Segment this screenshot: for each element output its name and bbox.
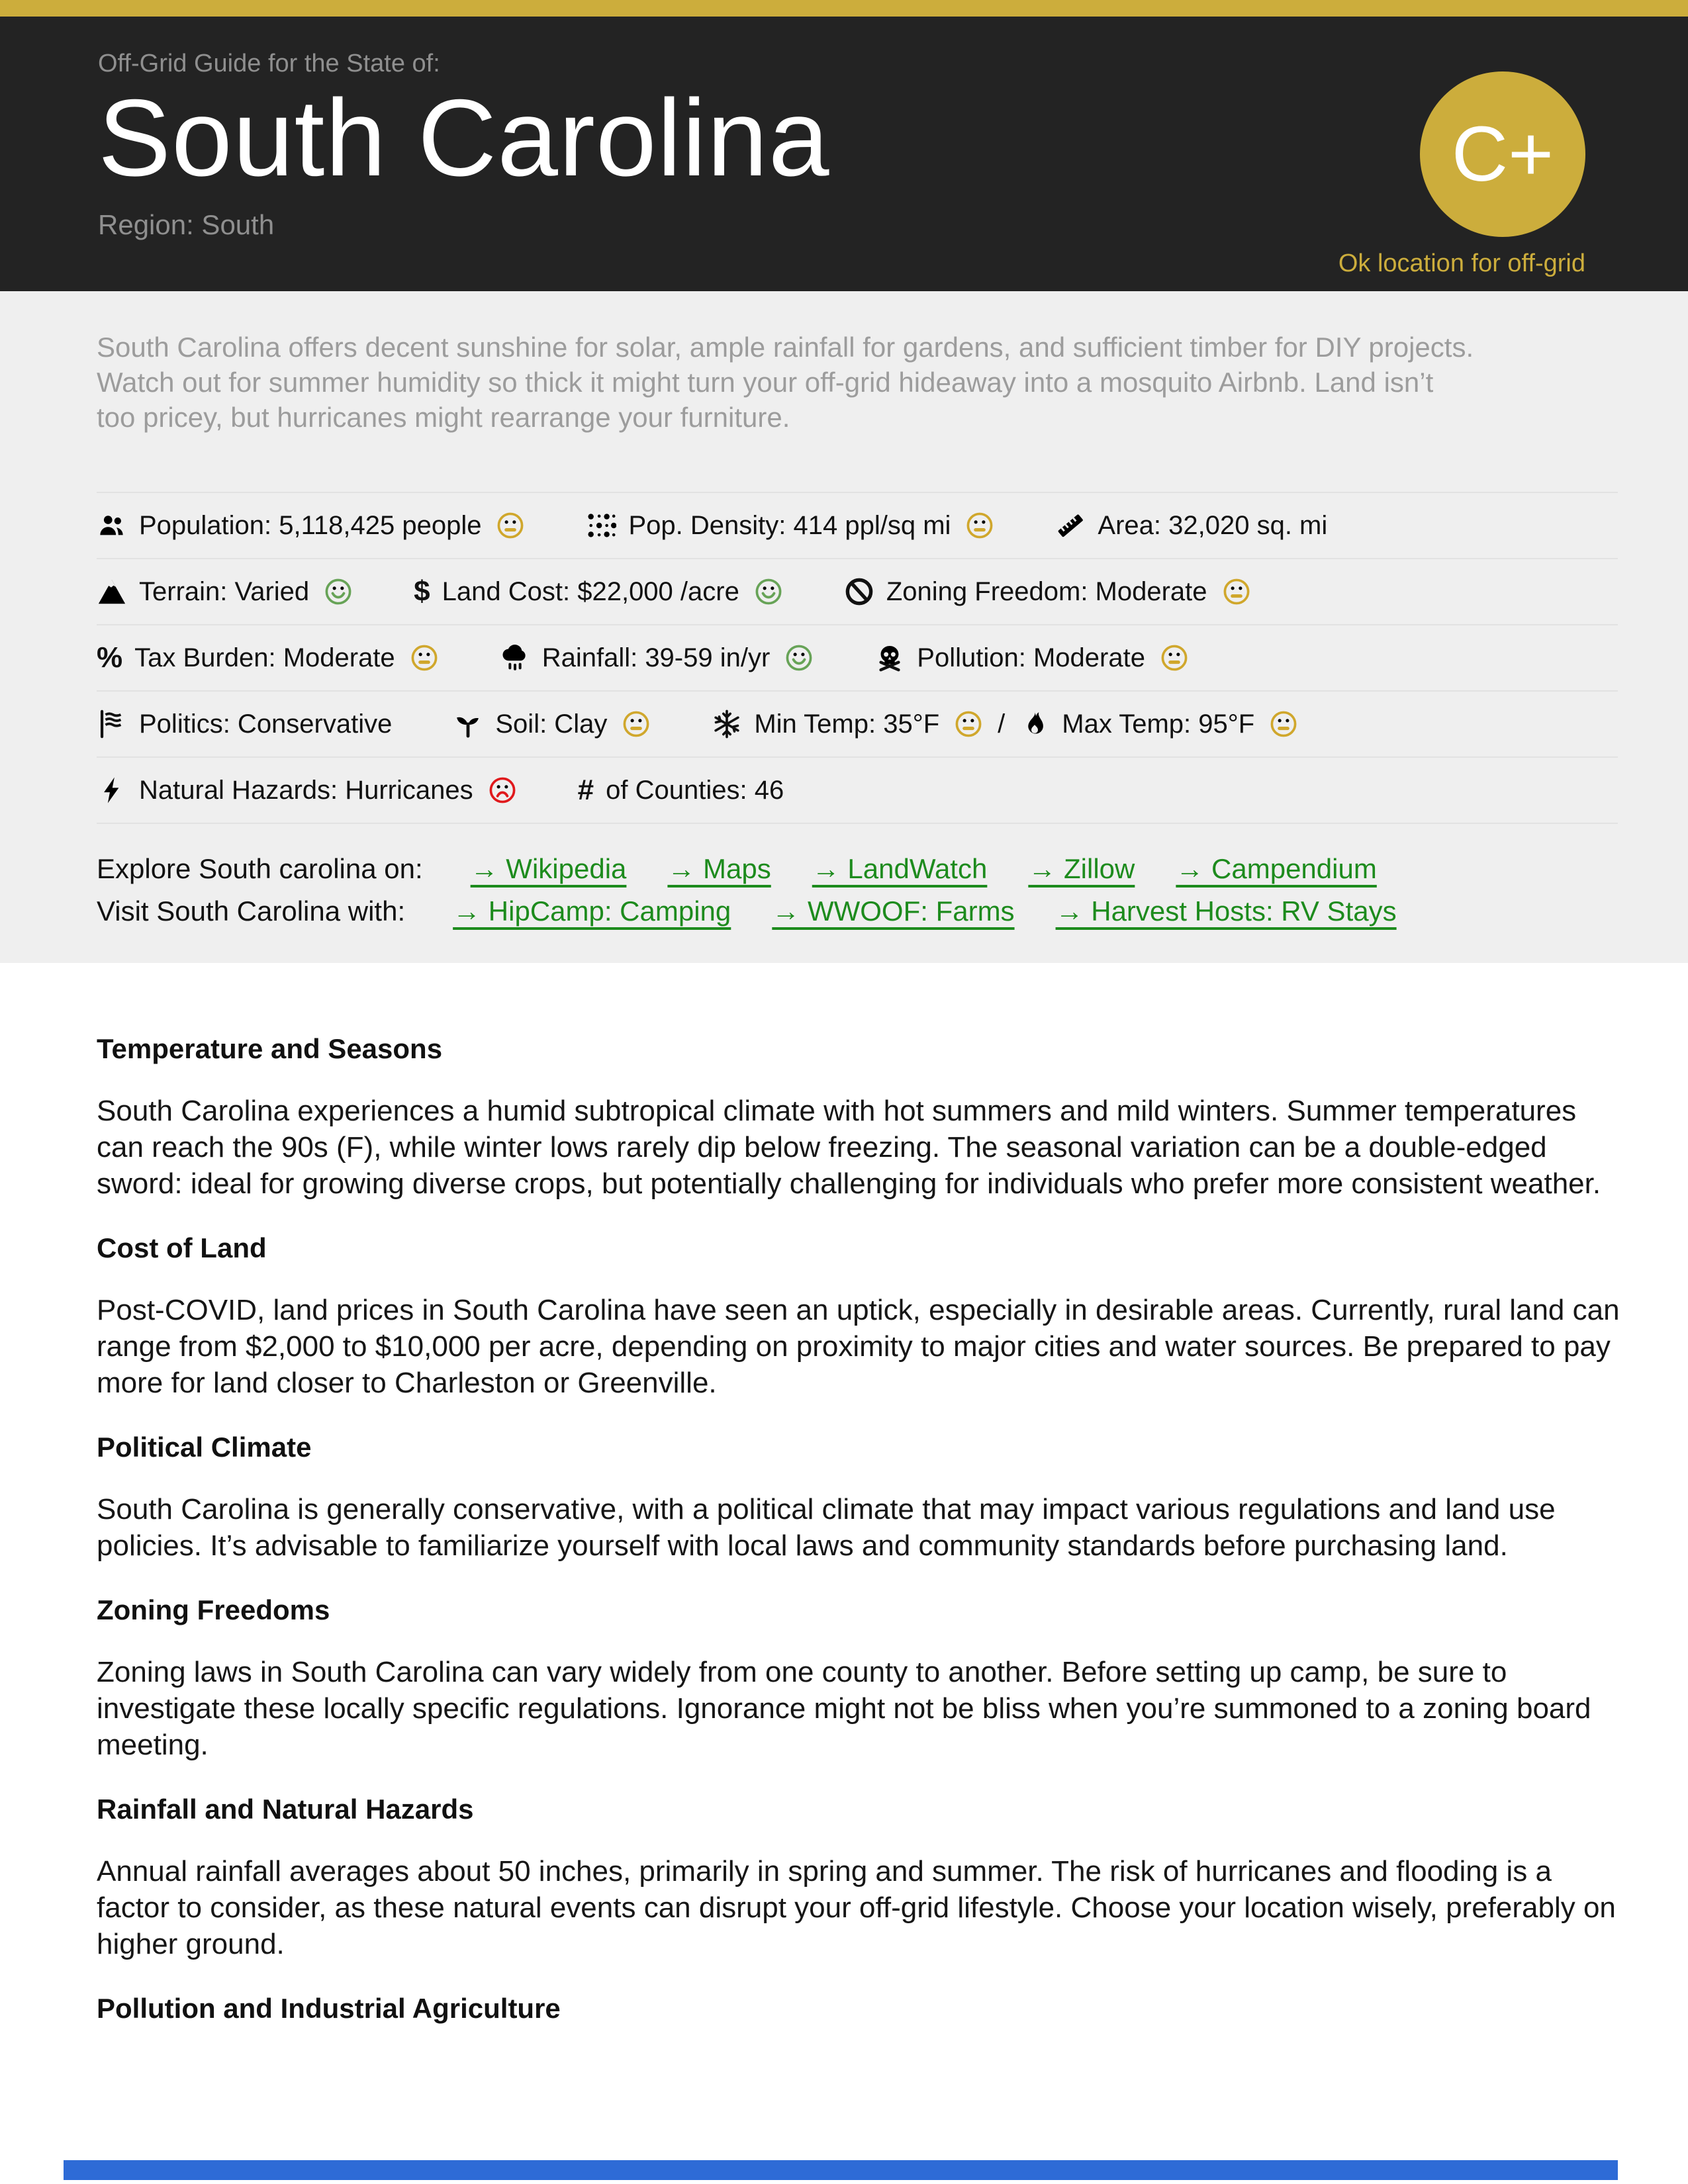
neutral-face-emoji [1222,577,1251,606]
stat-natural-hazards [97,775,517,805]
stat-text: Pollution: Moderate [917,643,1145,672]
stat-terrain [97,576,353,607]
stat-text: Politics: Conservative [139,709,393,739]
link-wwoof[interactable]: → WWOOF: Farms [772,895,1015,927]
section-paragraph: Post-COVID, land prices in South Carolina have seen an uptick, especially in desirable areas. Currently, rural land can range from $2,000 to $10,000 per acre, depending on proximity to major cities and water sources. Be prepared to pay more for land closer to Charleston or Greenville. [97,1294,1620,1399]
link-hipcamp[interactable]: → HipCamp: Camping [453,895,731,927]
neutral-face-emoji [965,511,994,540]
page-header [0,17,1688,291]
section-zoning-freedoms [97,1593,1622,1763]
link-campendium[interactable]: → Campendium [1176,853,1377,884]
neutral-face-emoji [954,709,983,739]
rain-cloud-icon [500,643,530,673]
section-cost-of-land [97,1231,1622,1401]
ruler-icon [1055,510,1086,541]
fire-icon [1019,709,1050,739]
explore-links-label: Explore South carolina on: [97,853,423,884]
stats-row-1 [97,492,1618,558]
stat-area [1055,510,1327,541]
temperature-cluster [712,709,1298,739]
density-dots-icon [586,510,616,541]
stat-text: Pop. Density: 414 ppl/sq mi [628,510,951,540]
stats-row-5 [97,756,1618,824]
percent-icon: % [97,641,123,674]
link-wikipedia[interactable]: → Wikipedia [470,853,627,884]
stats-row-3 [97,624,1618,690]
section-political-climate [97,1430,1622,1564]
happy-face-emoji [754,577,783,606]
happy-face-emoji [784,643,814,672]
stat-text: Population: 5,118,425 people [139,510,482,540]
section-heading: Pollution and Industrial Agriculture [97,1993,561,2024]
happy-face-emoji [324,577,353,606]
link-landwatch[interactable]: → LandWatch [812,853,988,884]
stat-counties [578,774,784,807]
external-links [97,853,1618,927]
neutral-face-emoji [1269,709,1298,739]
section-paragraph: South Carolina experiences a humid subtropical climate with hot summers and mild winters. Summer temperatures can reach the 90s (F), while winter lows rarely dip below freezing. The seasonal variation can be a double-edged sword: ideal for growing diverse crops, but potentially challenging for individuals who prefer more consistent weather. [97,1095,1601,1200]
neutral-face-emoji [1160,643,1189,672]
section-heading: Rainfall and Natural Hazards [97,1794,474,1825]
grade-badge [1420,71,1585,237]
stat-text: Rainfall: 39-59 in/yr [541,643,771,672]
link-maps[interactable]: → Maps [667,853,771,884]
section-paragraph: South Carolina is generally conservative, with a political climate that may impact various regulations and land use policies. It’s advisable to familiarize yourself with local laws and community standards before purchasing land. [97,1493,1556,1562]
region-subtitle: Region: South [98,209,275,241]
stats-table [97,492,1618,824]
neutral-face-emoji [622,709,651,739]
section-heading: Political Climate [97,1432,312,1463]
header-kicker: Off-Grid Guide for the State of: [98,50,440,77]
stat-text: Soil: Clay [495,709,608,739]
stat-text: of Counties: 46 [606,775,784,805]
hash-icon: # [577,774,594,806]
stat-text: Min Temp: 35°F [754,709,940,739]
stats-row-4 [97,690,1618,756]
section-pollution-agriculture [97,1991,1622,2026]
dollar-icon: $ [414,575,430,608]
link-zillow[interactable]: → Zillow [1028,853,1135,884]
stat-text: Zoning Freedom: Moderate [886,576,1207,606]
flag-icon [97,709,127,739]
top-accent-bar [0,0,1688,17]
grade-note: Ok location for off-grid [1338,250,1585,277]
section-paragraph: Annual rainfall averages about 50 inches, primarily in spring and summer. The risk of hurricanes and flooding is a factor to consider, as these natural events can disrupt your off-grid lifestyle. Choose your location wisely, preferably on higher ground. [97,1855,1616,1960]
section-rainfall-hazards [97,1792,1622,1962]
stat-min-temp [712,709,983,739]
skull-icon [874,643,905,673]
stat-text: Natural Hazards: Hurricanes [139,775,473,805]
people-icon [97,510,127,541]
no-entry-icon [844,576,874,607]
stat-max-temp [1019,709,1298,739]
link-harvest-hosts[interactable]: → Harvest Hosts: RV Stays [1055,895,1397,927]
explore-links-line [97,853,1618,885]
visit-links-label: Visit South Carolina with: [97,895,406,927]
page-title: South Carolina [98,77,830,199]
stat-rainfall [500,643,814,673]
grade-label: C+ [1451,111,1554,198]
neutral-face-emoji [410,643,439,672]
sad-face-emoji [488,776,517,805]
stat-population [97,510,525,541]
bottom-accent-bar [64,2160,1618,2180]
neutral-face-emoji [496,511,525,540]
intro-paragraph: South Carolina offers decent sunshine for solar, ample rainfall for gardens, and sufficient timber for DIY projects. Watch out for summer humidity so thick it might turn your off-grid hideaway into a mosquito Airbnb. Land isn’t too pricey, but hurricanes might rearrange your furniture. [97,332,1474,433]
section-temperature [97,1032,1622,1202]
summary-panel [0,291,1688,963]
section-heading: Temperature and Seasons [97,1033,443,1064]
section-heading: Zoning Freedoms [97,1594,330,1625]
snowflake-icon [712,709,742,739]
section-heading: Cost of Land [97,1232,267,1263]
lightning-bolt-icon [97,775,127,805]
temp-separator: / [998,709,1006,739]
section-paragraph: Zoning laws in South Carolina can vary widely from one county to another. Before setting up camp, be sure to investigate these locally specific regulations. Ignorance might not be bliss when you’re summoned to a zoning board meeting. [97,1656,1591,1761]
article-body [0,963,1688,2026]
stat-land-cost [414,575,783,608]
stat-text: Area: 32,020 sq. mi [1098,510,1328,540]
stat-tax-burden [97,641,439,674]
mountain-icon [97,576,127,607]
stat-zoning-freedom [844,576,1251,607]
stat-text: Max Temp: 95°F [1062,709,1255,739]
stats-row-2 [97,558,1618,624]
stat-text: Tax Burden: Moderate [134,643,395,672]
stat-text: Land Cost: $22,000 /acre [442,576,739,606]
stat-soil [453,709,651,739]
visit-links-line [97,895,1618,927]
stat-politics [97,709,392,739]
stat-text: Terrain: Varied [139,576,310,606]
seedling-icon [453,709,483,739]
stat-pop-density [586,510,994,541]
stat-pollution [874,643,1189,673]
